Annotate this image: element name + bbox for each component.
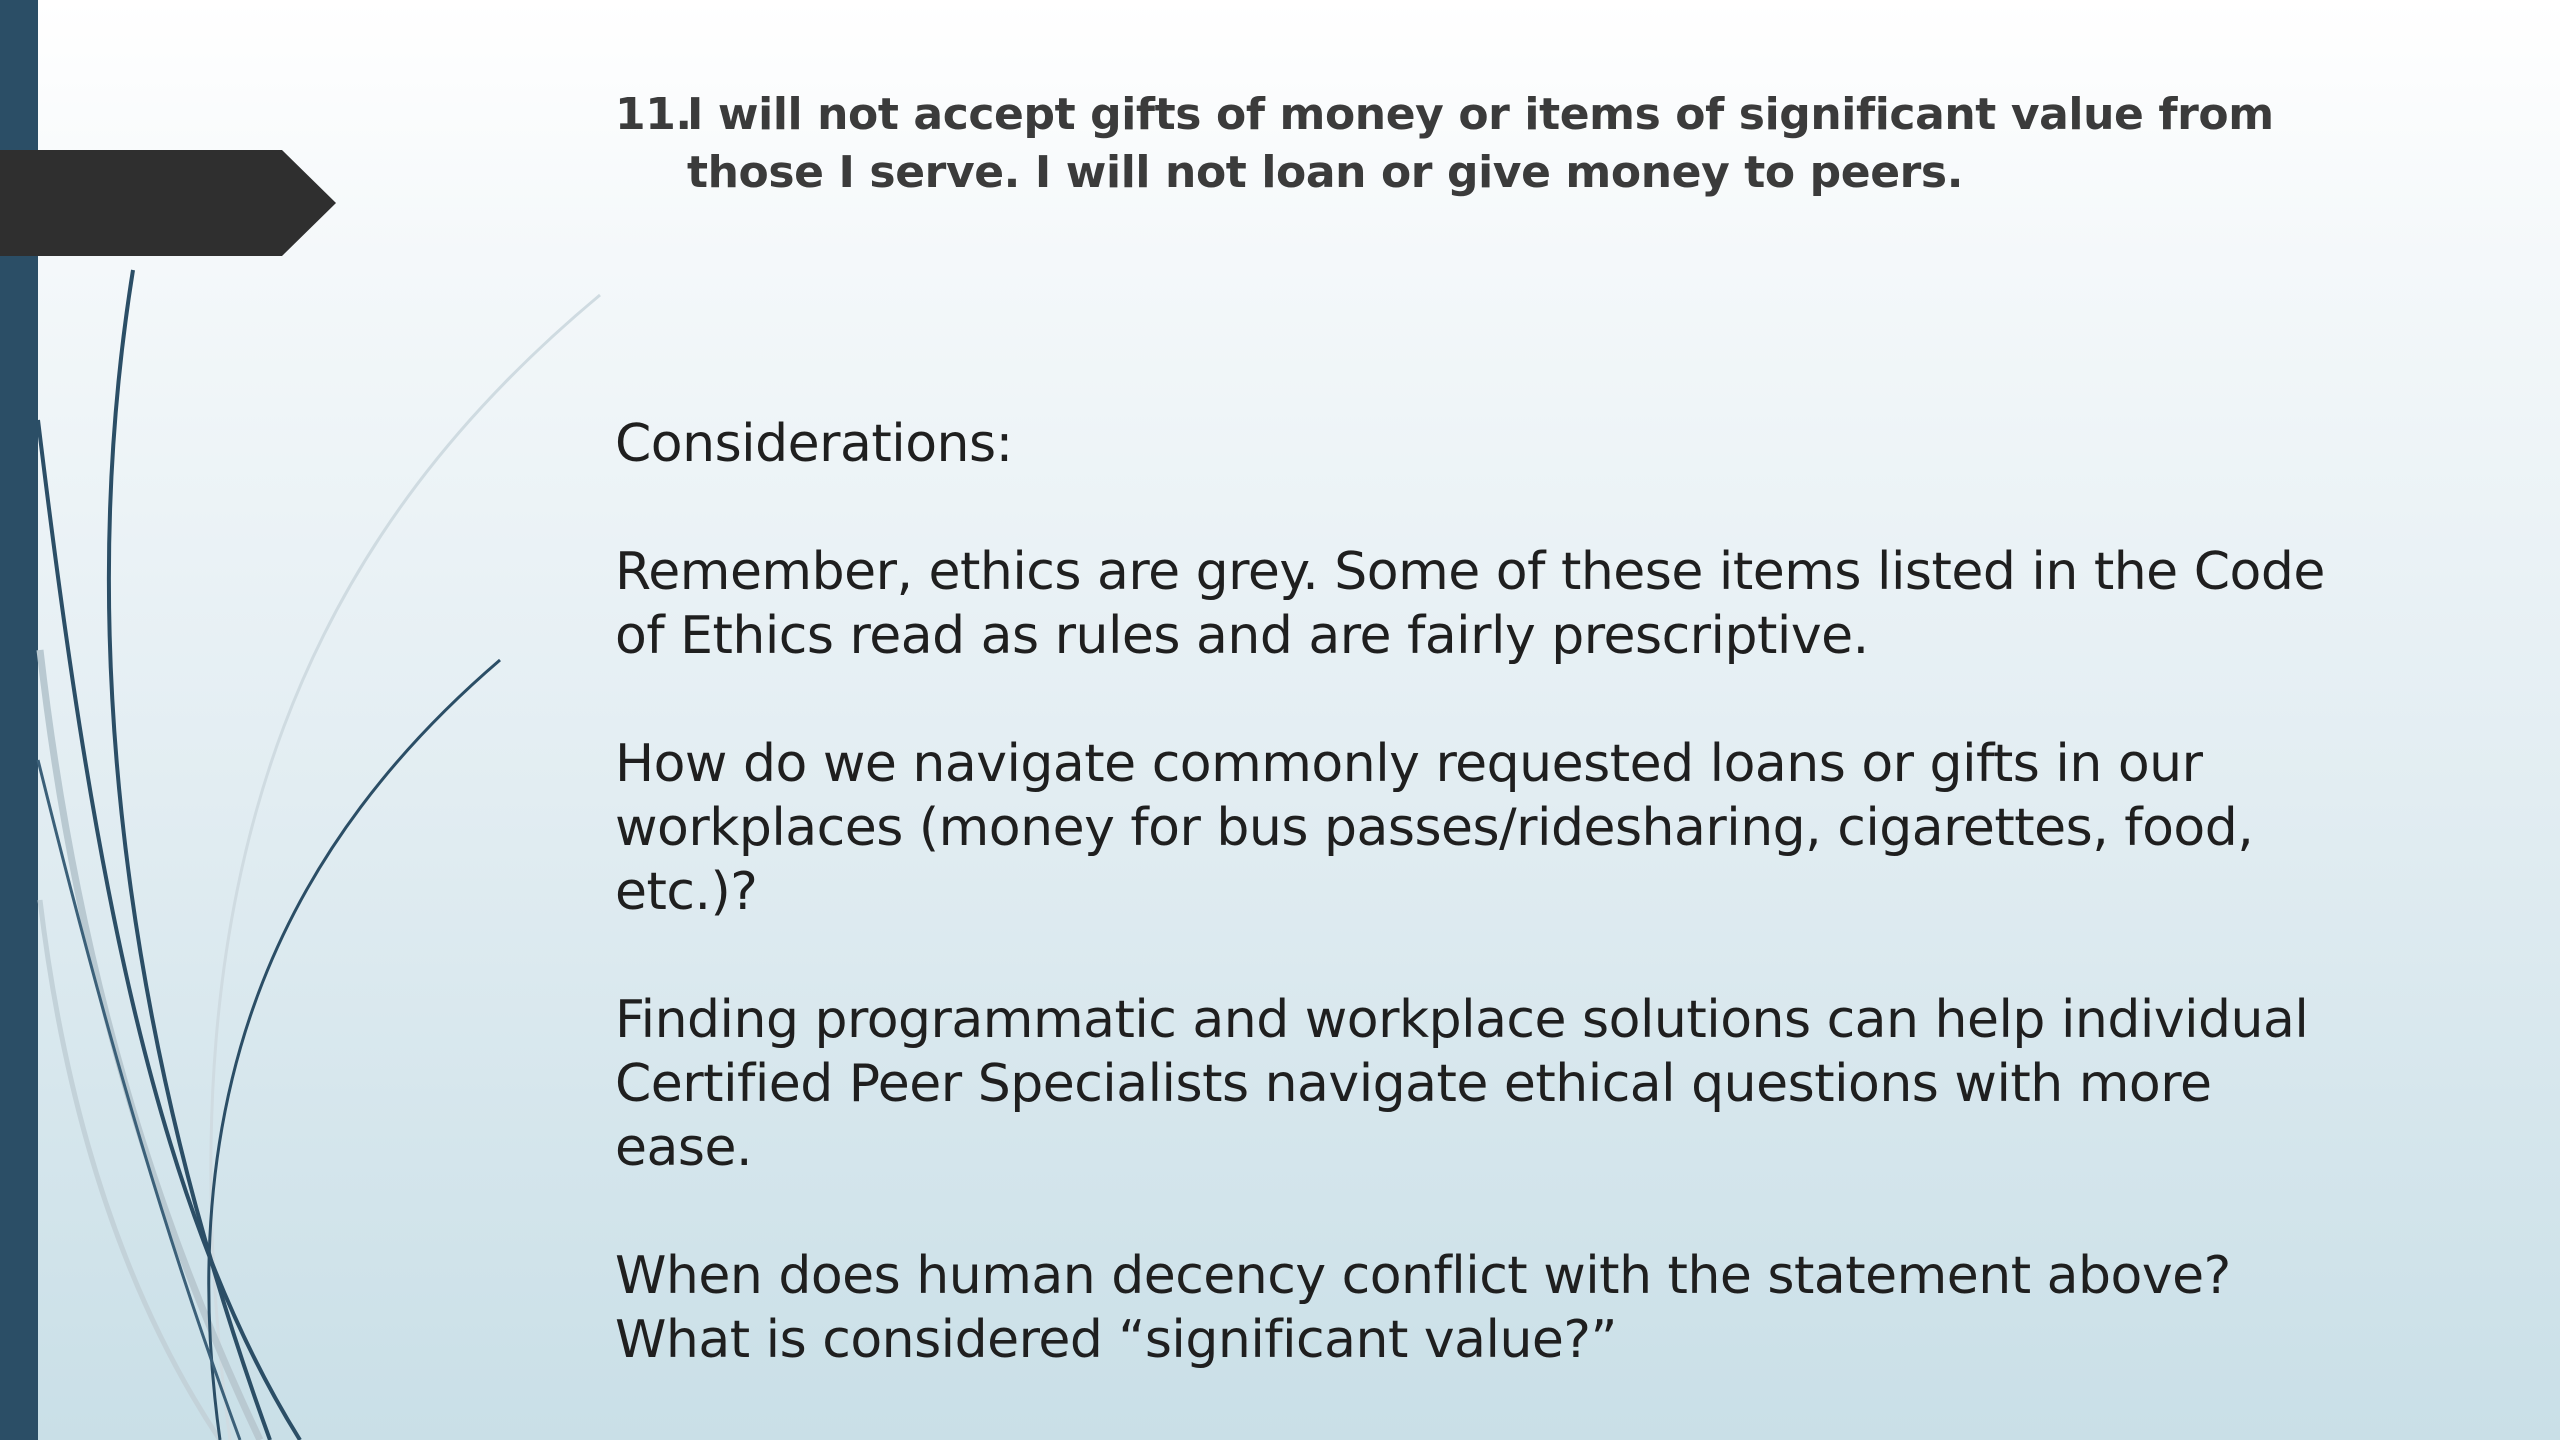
paragraph-navigate-loans: How do we navigate commonly requested loans or gifts in our workplaces (money for bus passes/ridesharing, cigarettes, food, etc.)? (615, 734, 2254, 922)
swoosh-dark-3 (209, 660, 500, 1440)
paragraph-human-decency: When does human decency conflict with the statement above? What is considered “significant value?” (615, 1246, 2231, 1370)
swoosh-dark-4 (38, 760, 240, 1440)
swoosh-dark-2 (38, 420, 300, 1440)
paragraph-programmatic-solutions: Finding programmatic and workplace solutions can help individual Certified Peer Specialists navigate ethical questions with more ease. (615, 990, 2309, 1178)
title-arrow-tab (0, 150, 336, 256)
heading-text: I will not accept gifts of money or items of significant value from those I serve. I will not loan or give money to peers. (687, 89, 2274, 198)
paragraph-ethics-grey: Remember, ethics are grey. Some of these items listed in the Code of Ethics read as rules and are fairly prescriptive. (615, 542, 2325, 666)
slide-heading (615, 86, 2360, 202)
swoosh-light-2 (40, 650, 260, 1440)
slide-content (615, 86, 2360, 202)
considerations-label: Considerations: (615, 414, 1013, 474)
swoosh-light-1 (211, 295, 600, 1440)
swoosh-dark-1 (109, 270, 270, 1440)
slide-body (615, 412, 2360, 1436)
heading-number: 11. (615, 89, 692, 140)
swoosh-light-3 (40, 900, 220, 1440)
